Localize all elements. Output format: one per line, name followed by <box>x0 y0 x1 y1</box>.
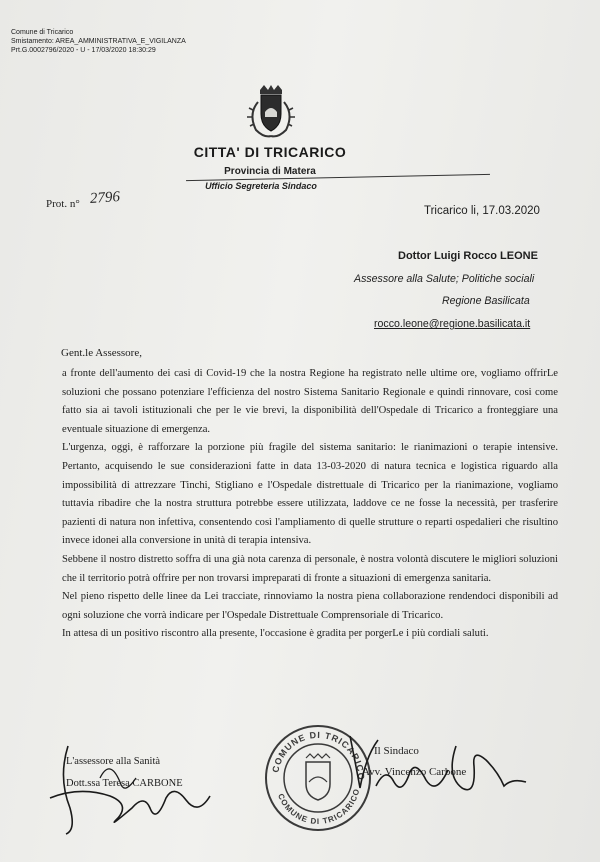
body-paragraph: Sebbene il nostro distretto soffra di una già nota carenza di personale, è nostra volontà discutere le migliori soluzioni che il territorio potrà offrire per non trovarsi impreparati di fronte a situazioni di emergenza sanitaria. <box>62 553 558 584</box>
protocol-stamp-line-2: Smistamento: AREA_AMMINISTRATIVA_E_VIGILANZA <box>11 38 186 45</box>
date-line: Tricarico li, 17.03.2020 <box>424 205 540 217</box>
body-paragraph: L'urgenza, oggi, è rafforzare la porzione più fragile del sistema sanitario: le rianimazioni o terapie intensive. Pertanto, acquisendo le sue considerazioni fatte in data 13-03-2020 di natura tecnica e logistica riguardo alla impossibilità di attrezzare Tinchi, Stigliano e l'Ospedale distrettuale di Tricarico per la rianimazione, vogliamo tuttavia ribadire che la nostra struttura potrebbe essere utilizzata, laddove ce ne fosse la necessità, per trasferire pazienti di natura non infettiva, consentendo così l'ampliamento di quelle strutture o reparti ospedalieri che risultino invece idonei alla conversione in unità di terapia intensiva. <box>62 442 558 547</box>
letterhead-province: Provincia di Matera <box>224 166 316 177</box>
left-signatory-name: Dott.ssa Teresa CARBONE <box>66 778 183 789</box>
left-handwritten-signature <box>40 738 230 838</box>
body-paragraph: In attesa di un positivo riscontro alla presente, l'occasione è gradita per porgerLe i più cordiali saluti. <box>62 628 489 640</box>
right-handwritten-signature <box>336 726 536 806</box>
seal-ring-top-text: COMUNE DI TRICARICO <box>270 729 367 781</box>
protocol-label: Prot. n° <box>46 198 80 210</box>
recipient-email[interactable]: rocco.leone@regione.basilicata.it <box>374 318 531 330</box>
letterhead-city: CITTA' DI TRICARICO <box>193 144 347 160</box>
body-paragraph: Nel pieno rispetto delle linee da Lei tracciate, rinnoviamo la nostra piena collaborazione rendendoci disponibili ad ogni soluzione che vorrà indicare per l'Ospedale Distrettuale Comprensoriale di Tricarico. <box>62 591 558 621</box>
letter-body <box>62 365 558 644</box>
coat-of-arms-icon <box>240 84 302 142</box>
right-signatory-title: Il Sindaco <box>374 745 419 757</box>
protocol-stamp-line-1: Comune di Tricarico <box>11 29 74 36</box>
right-signatory-name: Avv. Vincenzo Carbone <box>362 766 467 778</box>
body-paragraph: a fronte dell'aumento dei casi di Covid-19 che la nostra Regione ha registrato nelle ultime ore, vogliamo offrirLe soluzioni che possano potenziare l'efficienza del nostro Sistema Sanitario Regionale e quindi rinnovare, cosi come fatto sia ai tavoli istituzionali che per le vie brevi, la disponibilità dell'Ospedale di Tricarico a fronteggiare una eventuale situazione di emergenza. <box>62 368 558 435</box>
recipient-region: Regione Basilicata <box>442 295 530 307</box>
salutation: Gent.le Assessore, <box>61 347 142 359</box>
left-signatory-title: L'assessore alla Sanità <box>66 756 161 767</box>
letterhead-office: Ufficio Segreteria Sindaco <box>205 181 317 191</box>
seal-ring-bottom-text: COMUNE DI TRICARICO <box>276 787 362 827</box>
recipient-name: Dottor Luigi Rocco LEONE <box>398 250 538 262</box>
recipient-role: Assessore alla Salute; Politiche sociali <box>354 273 535 285</box>
protocol-number: 2796 <box>89 188 121 208</box>
protocol-stamp-line-3: Prt.G.0002796/2020 - U - 17/03/2020 18:30:29 <box>11 47 156 54</box>
